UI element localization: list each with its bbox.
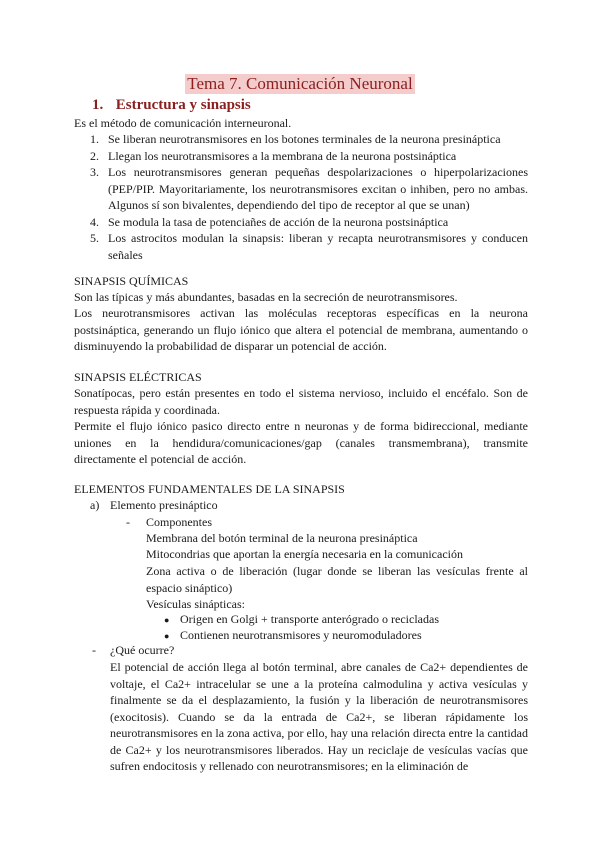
list-item [90, 131, 528, 148]
component-item: Zona activa o de liberación (lugar donde se liberan las vesículas frente al espacio sináptico) [146, 564, 528, 595]
page-title: Tema 7. Comunicación Neuronal [187, 74, 413, 93]
list-item [90, 214, 528, 231]
bullet-text: Contienen neurotransmisores y neuromoduladores [180, 628, 422, 642]
componentes-label: Componentes [146, 515, 212, 529]
title-block [0, 74, 600, 94]
list-item [164, 627, 422, 645]
list-item-number: 1. [90, 132, 99, 146]
list-item [90, 164, 528, 214]
que-ocurre-dash: - [92, 643, 96, 657]
item-a-marker: a) [90, 498, 100, 512]
componentes-dash: - [126, 515, 130, 529]
list-item-number: 4. [90, 214, 99, 229]
electricas-paragraph-1: Sonatípocas, pero están presentes en todo el sistema nervioso, incluido el encéfalo. Son de respuesta rápida y coordinada. [74, 386, 528, 417]
list-item-number: 3. [90, 165, 99, 179]
component-item: Membrana del botón terminal de la neurona presináptica [146, 531, 418, 545]
list-item-text: Llegan los neurotransmisores a la membrana de la neurona postsináptica [108, 148, 457, 163]
component-item: Mitocondrias que aportan la energía necesaria en la comunicación [146, 547, 463, 561]
intro-text: Es el método de comunicación interneuronal. [74, 116, 292, 130]
quimicas-paragraph-1: Son las típicas y más abundantes, basadas en la secreción de neurotransmisores. [74, 290, 458, 304]
electricas-paragraph-2: Permite el flujo iónico pasico directo entre n neuronas y de forma bidireccional, mediante uniones en la hendidura/comunicaciones/gap (canales transmembrana), transmite directamente el potencial de acción. [74, 419, 528, 466]
quimicas-paragraph-2: Los neurotransmisores activan las moléculas receptoras específicas en la neurona postsináptica, generando un flujo iónico que altera el potencial de membrana, aumentando o disminuyendo la probabilidad de disparar un potencial de acción. [74, 306, 528, 353]
item-a-label: Elemento presináptico [110, 498, 218, 512]
electricas-heading: SINAPSIS ELÉCTRICAS [74, 370, 202, 384]
section-heading [92, 96, 251, 114]
bullet-icon: ● [164, 615, 170, 625]
list-item-number: 2. [90, 148, 99, 163]
list-item-text: Se modula la tasa de potenciañes de acción de la neurona postsináptica [108, 214, 449, 229]
list-item [164, 611, 439, 629]
list-item [90, 230, 528, 263]
section-heading-text: Estructura y sinapsis [115, 97, 251, 113]
bullet-icon: ● [164, 631, 170, 641]
que-ocurre-label: ¿Qué ocurre? [110, 643, 175, 657]
elementos-heading: ELEMENTOS FUNDAMENTALES DE LA SINAPSIS [74, 482, 345, 496]
list-item-number: 5. [90, 231, 99, 245]
list-item-text: Los neurotransmisores generan pequeñas despolarizaciones o hiperpolarizaciones (PEP/PIP. Mayoritariamente, los neurotransmisores excitan o inhiben, pero no ambas. Algunos sí son bivalentes, dependiendo del tipo de receptor al que se unan) [108, 165, 528, 212]
list-item [90, 148, 528, 165]
component-item: Vesículas sinápticas: [146, 597, 245, 611]
steps-list [90, 131, 528, 263]
list-item-text: Los astrocitos modulan la sinapsis: liberan y recapta neurotransmisores y conducen señales [108, 231, 528, 262]
que-ocurre-paragraph: El potencial de acción llega al botón terminal, abre canales de Ca2+ dependientes de voltaje, el Ca2+ intracelular se une a la proteína calmodulina y activa vesículas y finalmente se da el desplazamiento, la fusión y la liberación de neurotransmisores (exocitosis). Cuando se da la entrada de Ca2+, se liberan rápidamente los neurotransmisores en la zona activa, por ello, hay una relación directa entre la cantidad de Ca2+ y los neurotransmisores liberados. Hay un reciclaje de vesículas vacías que sufren endocitosis y rellenado con neurotransmisores; en la eliminación de [110, 660, 528, 773]
list-item-text: Se liberan neurotransmisores en los botones terminales de la neurona presináptica [108, 132, 501, 146]
section-number: 1. [92, 97, 104, 113]
quimicas-heading: SINAPSIS QUÍMICAS [74, 274, 189, 288]
bullet-text: Origen en Golgi + transporte anterógrado o recicladas [180, 612, 440, 626]
